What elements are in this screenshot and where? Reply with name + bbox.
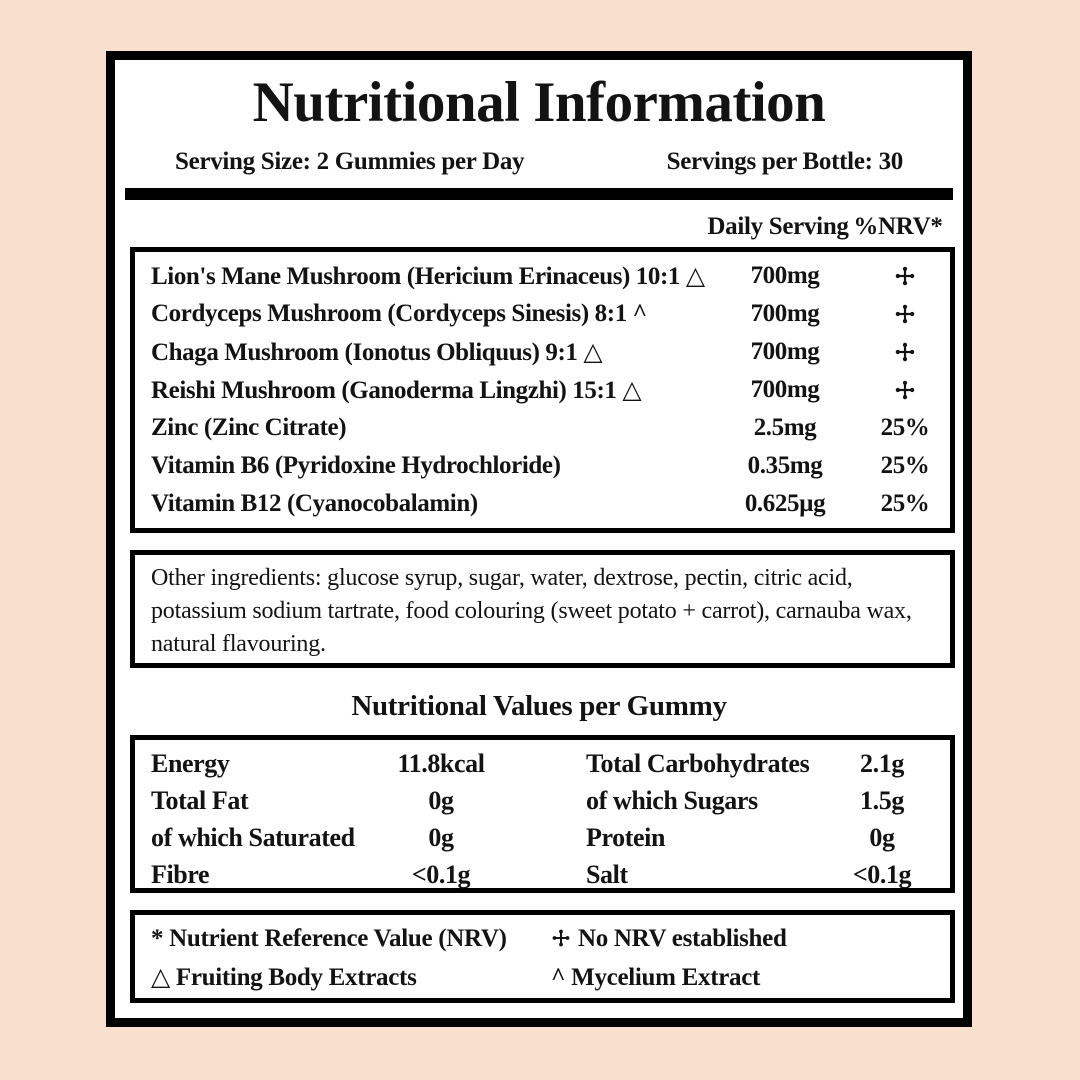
value-label: of which Sugars — [586, 785, 758, 815]
ingredient-nrv — [860, 265, 950, 287]
ingredient-amount: 0.35mg — [747, 452, 823, 479]
ingredient-name: Vitamin B12 (Cyanocobalamin) — [151, 490, 478, 517]
no-nrv-icon — [894, 303, 916, 325]
table-row — [135, 257, 950, 295]
value-label: Total Carbohydrates — [586, 748, 810, 778]
ingredient-amount: 700mg — [750, 338, 820, 365]
value-label: Energy — [151, 748, 230, 778]
footnote-no-nrv-text: No NRV established — [578, 925, 787, 952]
table-row — [135, 782, 950, 819]
value-label: Salt — [586, 859, 628, 889]
value-amount: 0g — [869, 822, 895, 852]
ingredient-name: Cordyceps Mushroom (Cordyceps Sinesis) 8:1 ^ — [151, 300, 647, 327]
value-amount: 0g — [428, 822, 454, 852]
value-amount: 0g — [428, 785, 454, 815]
footnotes-box — [130, 910, 955, 1003]
column-daily-serving: Daily Serving — [707, 213, 849, 240]
values-section-heading: Nutritional Values per Gummy — [351, 690, 727, 722]
table-row — [135, 485, 950, 523]
ingredient-nrv: 25% — [880, 414, 930, 441]
no-nrv-icon — [551, 928, 571, 948]
value-amount: <0.1g — [852, 859, 912, 889]
no-nrv-icon — [894, 265, 916, 287]
ingredient-nrv: 25% — [880, 490, 930, 517]
ingredient-name: Lion's Mane Mushroom (Hericium Erinaceus) 10:1 △ — [151, 263, 705, 290]
other-ingredients-text: Other ingredients: glucose syrup, sugar, water, dextrose, pectin, citric acid, potassium sodium tartrate, food colouring (sweet potato + carrot), carnauba wax, natural flavouring. — [151, 565, 912, 657]
table-row — [135, 333, 950, 371]
ingredient-amount: 700mg — [750, 300, 820, 327]
thick-divider-bar — [125, 188, 953, 200]
serving-info-row — [115, 148, 963, 176]
ingredient-amount: 2.5mg — [753, 414, 817, 441]
other-ingredients-box — [130, 550, 955, 668]
ingredients-column-header — [135, 210, 943, 244]
ingredients-table — [130, 247, 955, 533]
ingredient-name: Zinc (Zinc Citrate) — [151, 414, 347, 441]
footnote-mycelium: ^ Mycelium Extract — [551, 963, 761, 991]
value-label: Protein — [586, 822, 666, 852]
ingredient-nrv — [860, 379, 950, 401]
table-row — [135, 371, 950, 409]
ingredient-name: Vitamin B6 (Pyridoxine Hydrochloride) — [151, 452, 561, 479]
ingredient-name: Reishi Mushroom (Ganoderma Lingzhi) 15:1 △ — [151, 377, 642, 404]
ingredient-nrv: 25% — [880, 452, 930, 479]
column-nrv: %NRV* — [853, 213, 943, 240]
ingredient-nrv — [860, 341, 950, 363]
footnote-nrv-definition: * Nutrient Reference Value (NRV) — [151, 925, 507, 952]
ingredient-amount: 700mg — [750, 262, 820, 289]
table-row — [135, 409, 950, 447]
value-amount: <0.1g — [411, 859, 471, 889]
table-row — [135, 295, 950, 333]
table-row — [135, 447, 950, 485]
ingredient-name: Chaga Mushroom (Ionotus Obliquus) 9:1 △ — [151, 339, 603, 366]
ingredient-amount: 700mg — [750, 376, 820, 403]
ingredient-nrv — [860, 303, 950, 325]
value-label: of which Saturated — [151, 822, 355, 852]
page-title: Nutritional Information — [252, 71, 826, 134]
no-nrv-icon — [894, 379, 916, 401]
footnote-fruiting-body: △ Fruiting Body Extracts — [151, 963, 417, 991]
table-row — [135, 819, 950, 856]
footnote-no-nrv — [551, 921, 950, 960]
value-amount: 2.1g — [860, 748, 904, 778]
table-row — [135, 856, 950, 893]
nutrition-label-panel — [106, 51, 972, 1027]
value-label: Total Fat — [151, 785, 249, 815]
value-amount: 1.5g — [860, 785, 904, 815]
value-amount: 11.8kcal — [397, 748, 485, 778]
nutritional-values-table — [130, 735, 955, 893]
serving-size-label: Serving Size: 2 Gummies per Day — [175, 148, 525, 175]
ingredient-amount: 0.625µg — [744, 490, 826, 517]
no-nrv-icon — [894, 341, 916, 363]
value-label: Fibre — [151, 859, 210, 889]
servings-per-bottle-label: Servings per Bottle: 30 — [666, 148, 903, 175]
table-row — [135, 745, 950, 782]
